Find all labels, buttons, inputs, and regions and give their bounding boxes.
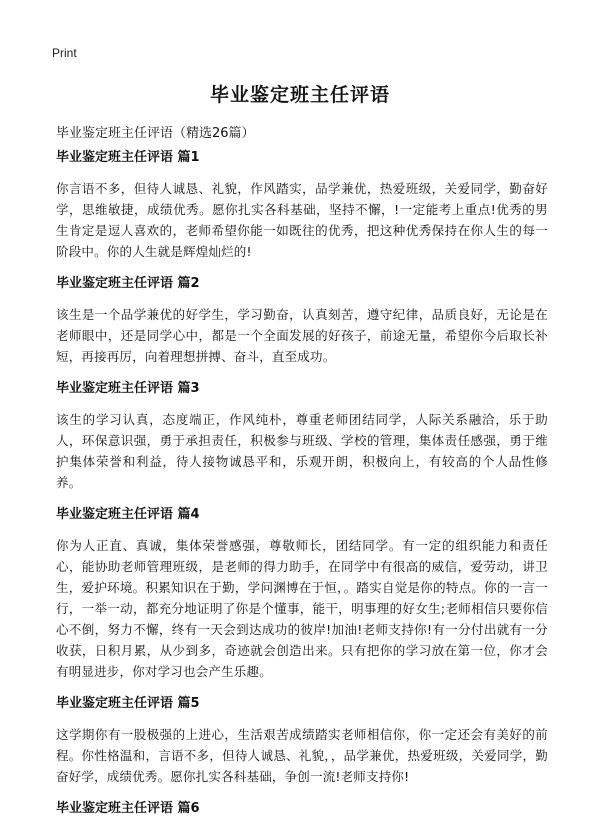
- section-3: [56, 379, 548, 493]
- print-link[interactable]: Print: [52, 46, 77, 60]
- section-heading: 毕业鉴定班主任评语 篇6: [56, 801, 200, 816]
- section-body: 这学期你有一股极强的上进心，生活艰苦成绩踏实老师相信你，你一定还会有美好的前程。你性格温和，言语不多，但待人诚恳、礼貌，，品学兼优，热爱班级，关爱同学，勤奋好学，成绩优秀。愿你扎实各科基础，争创一流!老师支持你!: [56, 727, 548, 784]
- document-content: [56, 148, 548, 828]
- section-body: 你为人正直、真诚，集体荣誉感强，尊敬师长，团结同学。有一定的组织能力和责任心，能协助老师管理班级，是老师的得力助手，在同学中有很高的威信，爱劳动，讲卫生，爱护环境。积累知识在于勤，学问渊博在于恒，。踏实自觉是你的特点。你的一言一行，一举一动，都充分地证明了你是个懂事，能干，明事理的好女生;老师相信只要你信心不倒，努力不懈，终有一天会到达成功的彼岸!加油!老师支持你!有一分付出就有一分收获，日积月累，从少到多，奇迹就会创造出来。只有把你的学习放在第一位，你才会有明显进步，你对学习也会产生乐趣。: [56, 538, 548, 679]
- page-title: 毕业鉴定班主任评语: [209, 84, 390, 106]
- section-5: [56, 694, 548, 787]
- section-2: [56, 274, 548, 367]
- section-body: 该生的学习认真，态度端正，作风纯朴，尊重老师团结同学，人际关系融洽，乐于助人，环保意识强，勇于承担责任，积极参与班级、学校的管理，集体责任感强，勇于维护集体荣誉和利益，待人接物诚恳平和，乐观开朗，积极向上，有较高的个人品性修养。: [56, 412, 548, 490]
- section-heading: 毕业鉴定班主任评语 篇1: [56, 150, 200, 165]
- section-heading: 毕业鉴定班主任评语 篇3: [56, 381, 200, 396]
- section-6: [56, 799, 548, 819]
- section-heading: 毕业鉴定班主任评语 篇2: [56, 276, 200, 291]
- section-1: [56, 148, 548, 262]
- section-heading: 毕业鉴定班主任评语 篇4: [56, 507, 200, 522]
- section-body: 该生是一个品学兼优的好学生，学习勤奋，认真刻苦，遵守纪律，品质良好，无论是在老师眼中，还是同学心中，都是一个全面发展的好孩子，前途无量，希望你今后取长补短，再接再厉，向着理想拼搏、奋斗，直至成功。: [56, 307, 548, 364]
- section-body: 你言语不多，但待人诚恳、礼貌，作风踏实，品学兼优，热爱班级，关爱同学，勤奋好学，思维敏捷，成绩优秀。愿你扎实各科基础，坚持不懈，!一定能考上重点!优秀的男生肯定是逗人喜欢的，老师希望你能一如既往的优秀，把这种优秀保持在你人生的每一阶段中。你的人生就是辉煌灿烂的!: [56, 181, 548, 259]
- section-4: [56, 505, 548, 682]
- document-subtitle: 毕业鉴定班主任评语（精选26篇）: [56, 126, 255, 141]
- section-heading: 毕业鉴定班主任评语 篇5: [56, 696, 200, 711]
